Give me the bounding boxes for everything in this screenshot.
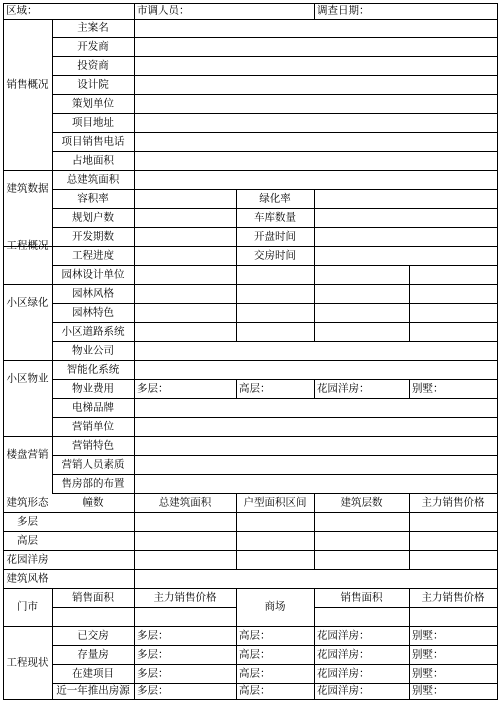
form-label: 花园洋房：	[317, 684, 370, 697]
table-header: 总建筑面积	[158, 496, 212, 508]
field-label: 小区道路系统	[61, 325, 125, 337]
field-label: 策划单位	[72, 97, 114, 109]
category-property: 小区物业	[6, 372, 49, 385]
form-label: 物业公司	[72, 344, 114, 356]
region-label: 区域：	[6, 4, 38, 17]
grid-line	[3, 550, 498, 551]
field-label: 营销单位	[72, 420, 114, 432]
grid-line	[3, 626, 498, 627]
form-label: 开发期数	[72, 230, 114, 242]
grid-line	[52, 113, 498, 114]
form-label: 车库数量	[254, 211, 296, 223]
mall-label: 商场	[264, 600, 286, 613]
grid-line	[3, 3, 4, 700]
form-label: 花园洋房：	[317, 648, 370, 660]
grid-line	[134, 19, 135, 700]
form-label: 多层：	[137, 667, 169, 679]
grid-line	[236, 626, 237, 700]
field-label: 项目销售电话	[61, 135, 125, 147]
form-label: 主力销售价格	[421, 591, 485, 603]
grid-line	[52, 303, 498, 304]
grid-line	[52, 493, 498, 494]
grid-line	[314, 626, 315, 700]
category-project-overview: 工程概况	[6, 239, 49, 252]
grid-line	[52, 132, 498, 133]
grid-line	[52, 379, 498, 380]
table-header: 户型面积区间	[243, 496, 307, 508]
grid-line	[3, 284, 498, 285]
form-label: 高层：	[239, 667, 271, 679]
grid-line	[134, 3, 135, 20]
status-row-label: 已交房	[77, 629, 109, 641]
grid-line	[3, 436, 498, 437]
table-row-label: 高层	[17, 534, 38, 546]
grid-line	[3, 360, 498, 361]
form-label: 多层：	[137, 684, 169, 697]
form-label: 主力销售价格	[153, 591, 217, 603]
grid-line	[236, 493, 237, 570]
status-row-label: 存量房	[77, 648, 109, 660]
field-label: 园林风格	[72, 287, 114, 299]
grid-line	[314, 588, 315, 627]
style-label: 建筑风格	[6, 572, 49, 584]
grid-line	[52, 56, 498, 57]
grid-line	[52, 398, 498, 399]
form-label: 绿化率	[259, 192, 291, 204]
survey-date-label: 调查日期：	[317, 4, 370, 17]
field-label: 设计院	[77, 78, 109, 90]
status-row-label: 在建项目	[72, 667, 114, 679]
grid-line	[52, 227, 498, 228]
table-header: 建筑形态	[6, 496, 49, 508]
grid-line	[314, 493, 315, 570]
grid-line	[52, 626, 53, 700]
grid-line	[497, 3, 498, 700]
grid-line	[52, 664, 498, 665]
grid-line	[52, 75, 498, 76]
form-label: 销售面积	[72, 591, 114, 603]
field-label: 营销特色	[72, 439, 114, 451]
field-label: 开发商	[77, 40, 109, 52]
grid-line	[409, 493, 410, 570]
grid-line	[52, 474, 498, 475]
field-label: 园林设计单位	[61, 268, 125, 280]
grid-line	[3, 699, 498, 700]
form-label: 规划户数	[72, 211, 114, 223]
grid-line	[52, 19, 53, 494]
field-label: 营销人员素质	[61, 458, 125, 470]
grid-line	[52, 322, 498, 323]
grid-line	[314, 189, 315, 266]
form-label: 开盘时间	[254, 230, 296, 242]
form-label: 别墅：	[412, 667, 444, 679]
category-building-data: 建筑数据	[6, 182, 49, 195]
field-label: 园林特色	[72, 306, 114, 318]
grid-line	[3, 588, 498, 589]
grid-line	[52, 37, 498, 38]
grid-line	[236, 265, 237, 342]
field-label: 售房部的布置	[61, 477, 125, 489]
form-label: 高层：	[239, 629, 271, 641]
form-label: 物业费用	[72, 382, 114, 394]
form-label: 销售面积	[340, 591, 383, 603]
table-header: 建筑层数	[340, 496, 383, 508]
form-label: 高层：	[239, 382, 271, 394]
grid-line	[314, 379, 315, 399]
form-label: 高层：	[239, 648, 271, 660]
table-row-label: 多层	[17, 515, 38, 527]
grid-line	[409, 379, 410, 399]
form-label: 多层：	[137, 629, 169, 641]
table-row-label: 花园洋房	[6, 553, 49, 565]
field-label: 主案名	[77, 21, 109, 34]
grid-line	[52, 607, 237, 608]
grid-line	[52, 94, 498, 95]
category-marketing: 楼盘营销	[6, 448, 49, 461]
grid-line	[52, 645, 498, 646]
form-label: 多层：	[137, 382, 169, 394]
form-label: 交房时间	[254, 249, 296, 261]
form-label: 容积率	[77, 192, 109, 204]
form-label: 高层：	[239, 684, 271, 697]
grid-line	[52, 208, 498, 209]
grid-line	[3, 512, 498, 513]
table-header: 主力销售价格	[421, 496, 485, 508]
grid-line	[3, 569, 498, 570]
grid-line	[3, 170, 498, 171]
grid-line	[236, 379, 237, 399]
table-header: 幢数	[82, 496, 104, 508]
form-label: 电梯品牌	[72, 401, 114, 413]
grid-line	[3, 246, 498, 247]
grid-line	[52, 341, 498, 342]
form-label: 花园洋房：	[317, 382, 370, 394]
field-label: 投资商	[77, 59, 109, 71]
grid-line	[52, 151, 498, 152]
form-label: 别墅：	[412, 382, 444, 394]
grid-line	[236, 588, 237, 627]
grid-line	[409, 588, 410, 627]
grid-line	[409, 265, 410, 342]
form-label: 花园洋房：	[317, 667, 370, 679]
grid-line	[314, 607, 498, 608]
shops-label: 门市	[17, 600, 38, 613]
grid-line	[52, 455, 498, 456]
category-status: 工程现状	[6, 656, 49, 668]
grid-line	[52, 265, 498, 266]
grid-line	[3, 531, 498, 532]
grid-line	[314, 3, 315, 20]
grid-line	[52, 417, 498, 418]
surveyor-label: 市调人员：	[137, 4, 190, 17]
grid-line	[52, 189, 498, 190]
form-label: 工程进度	[72, 249, 114, 261]
field-label: 项目地址	[72, 116, 114, 128]
status-row-label: 近一年推出房源	[56, 684, 130, 697]
grid-line	[409, 626, 410, 700]
grid-line	[3, 19, 498, 20]
grid-line	[236, 189, 237, 266]
grid-line	[314, 265, 315, 342]
form-label: 占地面积	[72, 154, 114, 166]
form-label: 花园洋房：	[317, 629, 370, 641]
form-label: 别墅：	[412, 648, 444, 660]
form-label: 别墅：	[412, 684, 444, 697]
category-sales-overview: 销售概况	[6, 78, 49, 91]
form-label: 总建筑面积	[66, 173, 120, 185]
category-greening: 小区绿化	[6, 296, 49, 309]
form-label: 别墅：	[412, 629, 444, 641]
grid-line	[52, 588, 53, 627]
form-label: 多层：	[137, 648, 169, 660]
grid-line	[3, 3, 498, 4]
form-label: 智能化系统	[66, 363, 120, 375]
